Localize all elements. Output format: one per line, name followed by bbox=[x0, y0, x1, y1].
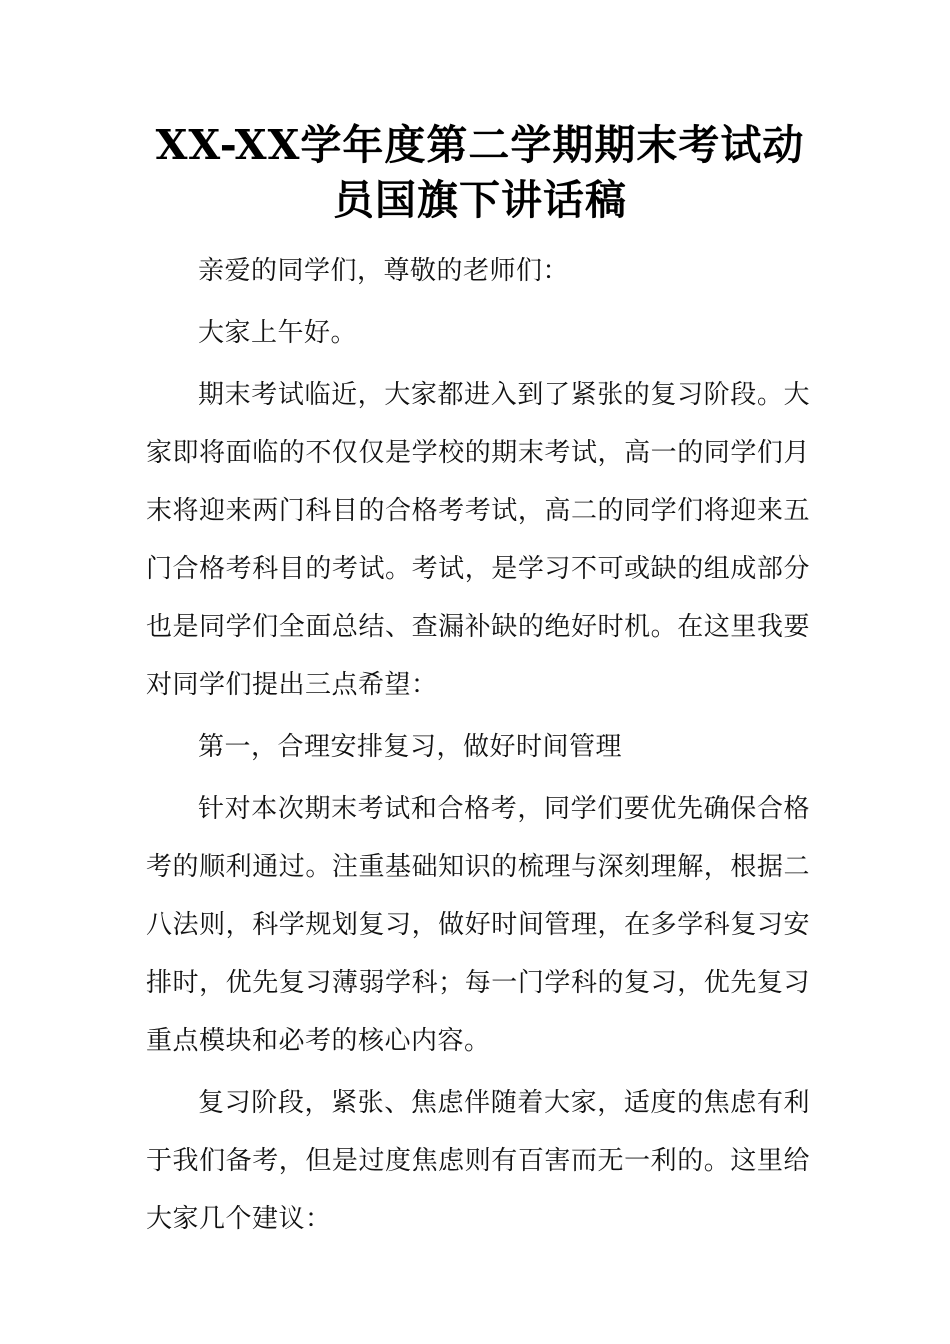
salutation-paragraph: 亲爱的同学们，尊敬的老师们： bbox=[198, 256, 570, 286]
document-title: XX-XX学年度第二学期期末考试动员国旗下讲话稿 bbox=[155, 121, 805, 224]
review-plan-paragraph: 针对本次期末考试和合格考，同学们要优先确保合格考的顺利通过。注重基础知识的梳理与深刻理解，根据二八法则，科学规划复习，做好时间管理，在多学科复习安排时，优先复习薄弱学科；每一门学科的复习，优先复习重点模块和必考的核心内容。 bbox=[146, 794, 810, 1056]
section-heading-1: 第一，合理安排复习，做好时间管理 bbox=[198, 732, 623, 762]
document-body bbox=[146, 242, 810, 1252]
greeting-paragraph: 大家上午好。 bbox=[198, 318, 358, 348]
anxiety-paragraph: 复习阶段，紧张、焦虑伴随着大家，适度的焦虑有利于我们备考，但是过度焦虑则有百害而无一利的。这里给大家几个建议： bbox=[146, 1088, 810, 1234]
intro-paragraph: 期末考试临近，大家都进入到了紧张的复习阶段。大家即将面临的不仅仅是学校的期末考试，高一的同学们月末将迎来两门科目的合格考考试，高二的同学们将迎来五门合格考科目的考试。考试，是学习不可或缺的组成部分也是同学们全面总结、查漏补缺的绝好时机。在这里我要对同学们提出三点希望： bbox=[146, 380, 810, 700]
